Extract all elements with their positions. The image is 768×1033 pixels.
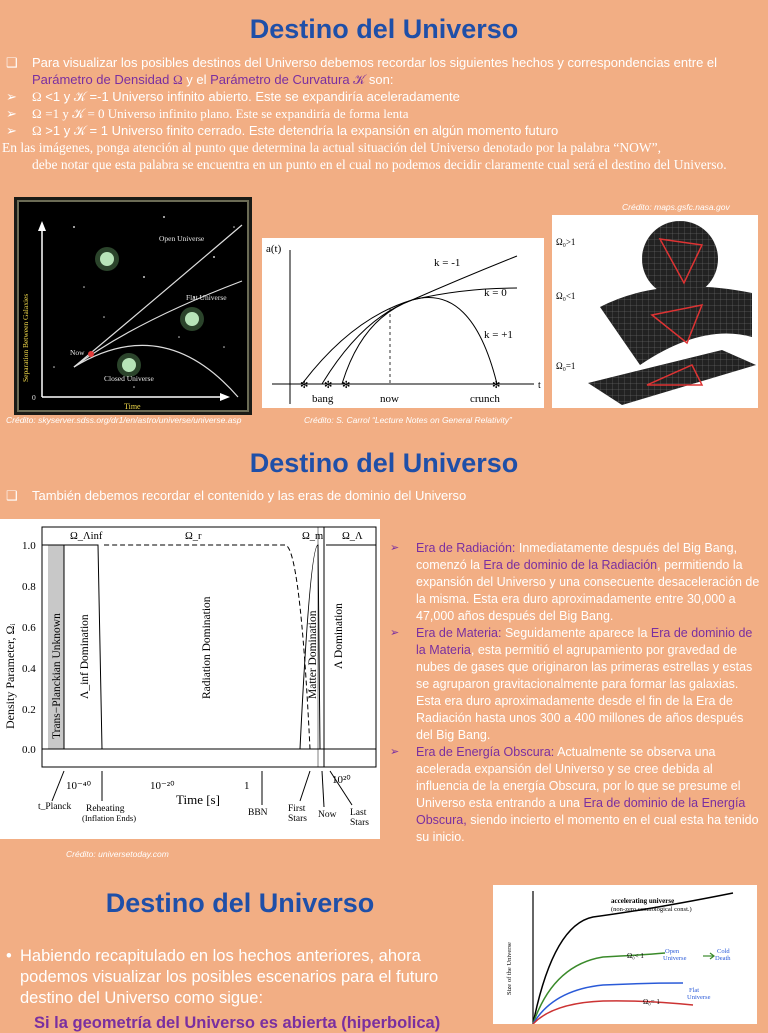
era-dark-energy: ➢ Era de Energía Obscura: Actualmente se observa una acelerada expansión del Universo y se cree debida al influencia de la energía Obscura, por lo que se presume el Universo esta entrando a una Era de dominio de la Energía Obscura, siendo incierto el momento en el cual esta ha tenido su inicio. xyxy=(390,745,759,844)
credit-sdss: Crédito: skyserver.sdss.org/dr1/en/astro/universe/universe.asp xyxy=(6,415,242,425)
credit-carrol: Crédito: S. Carrol “Lecture Notes on General Relativity” xyxy=(304,415,512,425)
svg-text:Λ Domination: Λ Domination xyxy=(333,603,345,669)
svg-text:t: t xyxy=(538,380,541,391)
svg-text:BBN: BBN xyxy=(248,808,268,818)
svg-text:k = 0: k = 0 xyxy=(484,287,507,299)
section2-title: Destino del Universo xyxy=(249,448,519,478)
axis-label-density: Density Parameter, Ωᵢ xyxy=(3,623,17,729)
svg-text:Stars: Stars xyxy=(350,818,369,828)
svg-text:crunch: crunch xyxy=(470,393,500,405)
axis-label-separation: Separation Between Galaxies xyxy=(21,293,30,382)
svg-text:Open: Open xyxy=(665,948,680,955)
svg-text:Flat: Flat xyxy=(689,987,700,994)
svg-text:a(t): a(t) xyxy=(266,243,282,255)
svg-text:accelerating universe: accelerating universe xyxy=(611,897,675,905)
svg-text:1.0: 1.0 xyxy=(22,540,36,552)
axis-label-time: Time xyxy=(124,402,141,411)
svg-text:Matter Domination: Matter Domination xyxy=(307,610,319,699)
section3-title: Destino del Universo xyxy=(105,888,375,918)
svg-text:0.2: 0.2 xyxy=(22,704,36,716)
svg-text:Universe: Universe xyxy=(687,994,711,1001)
svg-text:Ω_Λ: Ω_Λ xyxy=(342,531,363,542)
credit-nasa: Crédito: maps.gsfc.nasa.gov xyxy=(622,202,730,212)
figure-density-parameter xyxy=(0,519,380,839)
svg-text:k = -1: k = -1 xyxy=(434,257,461,269)
svg-text:bang: bang xyxy=(312,393,334,405)
svg-text:10⁻²⁰: 10⁻²⁰ xyxy=(150,780,175,792)
axis-label-time-s: Time [s] xyxy=(176,792,220,807)
svg-text:0.6: 0.6 xyxy=(22,622,36,634)
svg-text:0.0: 0.0 xyxy=(22,744,36,756)
svg-text:Universe: Universe xyxy=(663,955,687,962)
svg-text:0: 0 xyxy=(32,393,36,402)
case-closed: ➢ Ω >1 y 𝒦 = 1 Universo finito cerrado. Este detendría la expansión en algún momento futuro xyxy=(6,123,559,138)
svg-text:✻: ✻ xyxy=(342,380,351,391)
section3-subbullet: Si la geometría del Universo es abierta (hiperbolica) xyxy=(34,1014,441,1032)
svg-text:k = +1: k = +1 xyxy=(484,329,513,341)
svg-text:✻: ✻ xyxy=(300,380,309,391)
figure-separation-vs-time xyxy=(14,197,252,415)
svg-text:10⁻⁴⁰: 10⁻⁴⁰ xyxy=(66,780,92,792)
svg-text:Ω₀< 1: Ω₀< 1 xyxy=(627,952,644,960)
svg-text:(non-zero cosmological const.): (non-zero cosmological const.) xyxy=(611,906,692,913)
svg-text:now: now xyxy=(380,393,399,405)
svg-text:Ω_r: Ω_r xyxy=(185,531,202,542)
svg-text:1: 1 xyxy=(244,780,250,792)
now-note: En las imágenes, ponga atención al punto que determina la actual situación del Universo denotado por la palabra “NOW”, debe notar que esta palabra se encuentra en un punto en el cual no podemos decidir claramente cual será el destino del Universo. xyxy=(2,140,727,172)
label-flat-universe: Flat Universe xyxy=(186,293,227,302)
label-closed-universe: Closed Universe xyxy=(104,374,154,383)
figure-scale-factor xyxy=(262,238,544,408)
svg-text:Ω₀<1: Ω₀<1 xyxy=(556,291,576,301)
svg-text:t_Planck: t_Planck xyxy=(38,802,72,812)
svg-text:(Inflation Ends): (Inflation Ends) xyxy=(82,813,137,823)
svg-text:Last: Last xyxy=(350,808,367,818)
eras-list xyxy=(390,540,762,846)
svg-text:Reheating: Reheating xyxy=(86,804,125,814)
svg-text:Ω_Λinf: Ω_Λinf xyxy=(70,531,103,542)
label-now: Now xyxy=(70,348,85,357)
section2-intro: ❑ También debemos recordar el contenido y las eras de dominio del Universo xyxy=(6,488,467,503)
svg-text:10²⁰: 10²⁰ xyxy=(332,774,351,786)
case-open: ➢ Ω <1 y 𝒦 =-1 Universo infinito abierto. Este se expandiría aceleradamente xyxy=(6,89,460,104)
svg-text:Size of the Universe: Size of the Universe xyxy=(506,942,513,995)
svg-text:Ω₀>1: Ω₀>1 xyxy=(556,237,576,247)
svg-text:✻: ✻ xyxy=(324,380,333,391)
svg-text:Radiation Domination: Radiation Domination xyxy=(201,596,213,699)
figure-geometries xyxy=(552,215,758,408)
label-open-universe: Open Universe xyxy=(159,234,205,243)
svg-text:Trans−Planckian Unknown: Trans−Planckian Unknown xyxy=(51,613,63,739)
figure-universe-fate xyxy=(493,885,757,1024)
era-radiation: ➢ Era de Radiación: Inmediatamente después del Big Bang, comenzó la Era de dominio de la Radiación, permitiendo la expansión del Universo y una consecuente desaceleración de la misma. Esta era duro aproximadamente entre 30,000 a 47,000 años después del Big Bang. xyxy=(390,541,760,623)
svg-text:✻: ✻ xyxy=(492,380,501,391)
svg-text:Λ_inf Domination: Λ_inf Domination xyxy=(79,614,91,699)
section1-intro: ❑ Para visualizar los posibles destinos del Universo debemos recordar los siguientes hechos y correspondencias entre el Parámetro de Densidad Ω y el Parámetro de Curvatura 𝒦 son: ➢ Ω <1 y 𝒦 =-1 Universo infinito abierto. Este se expandiría aceleradamente ➢ Ω =1 y 𝒦 = 0 Universo infinito plano. Este se expandiría de forma lenta ➢ Ω >1 y 𝒦 = 1 Universo finito cerrado. Este detendría la expansión en algún momento futuro En las imágenes, ponga atención al punto que determina la actual situación del Universo denotado por la palabra “NOW”, debe notar que esta palabra se encuentra en un punto en el cual no podemos decidir claramente cual será el destino del Universo. xyxy=(6,54,762,173)
svg-text:Stars: Stars xyxy=(288,814,307,824)
svg-text:0.8: 0.8 xyxy=(22,581,36,593)
svg-text:Ω₀= 1: Ω₀= 1 xyxy=(643,998,660,1006)
svg-text:Now: Now xyxy=(318,810,337,820)
svg-text:Cold: Cold xyxy=(717,948,730,955)
section3-bullet: • Habiendo recapitulado en los hechos anteriores, ahora podemos visualizar los posibles escenarios para el futuro destino del Universo como sigue: xyxy=(6,947,439,1007)
era-matter: ➢ Era de Materia: Seguidamente aparece la Era de dominio de la Materia, esta permitió el agrupamiento por gravedad de nubes de gases que originaron las primeras estrellas y estas se agruparon gravitacionalmente para formar las galaxias. Esta era duro aproximadamente desde el fin de la Era de Radiación hasta unos 300 a 400 millones de años después del Big Bang. xyxy=(390,626,753,742)
svg-text:Ω₀=1: Ω₀=1 xyxy=(556,361,576,371)
svg-text:Ω_m: Ω_m xyxy=(302,531,324,542)
section1-title: Destino del Universo xyxy=(249,14,519,44)
case-flat: ➢ Ω =1 y 𝒦 = 0 Universo infinito plano. Este se expandiría de forma lenta xyxy=(6,106,409,121)
svg-text:First: First xyxy=(288,804,306,814)
svg-text:0.4: 0.4 xyxy=(22,663,36,675)
svg-text:Death: Death xyxy=(715,955,731,962)
credit-universetoday: Crédito: universetoday.com xyxy=(66,849,169,859)
